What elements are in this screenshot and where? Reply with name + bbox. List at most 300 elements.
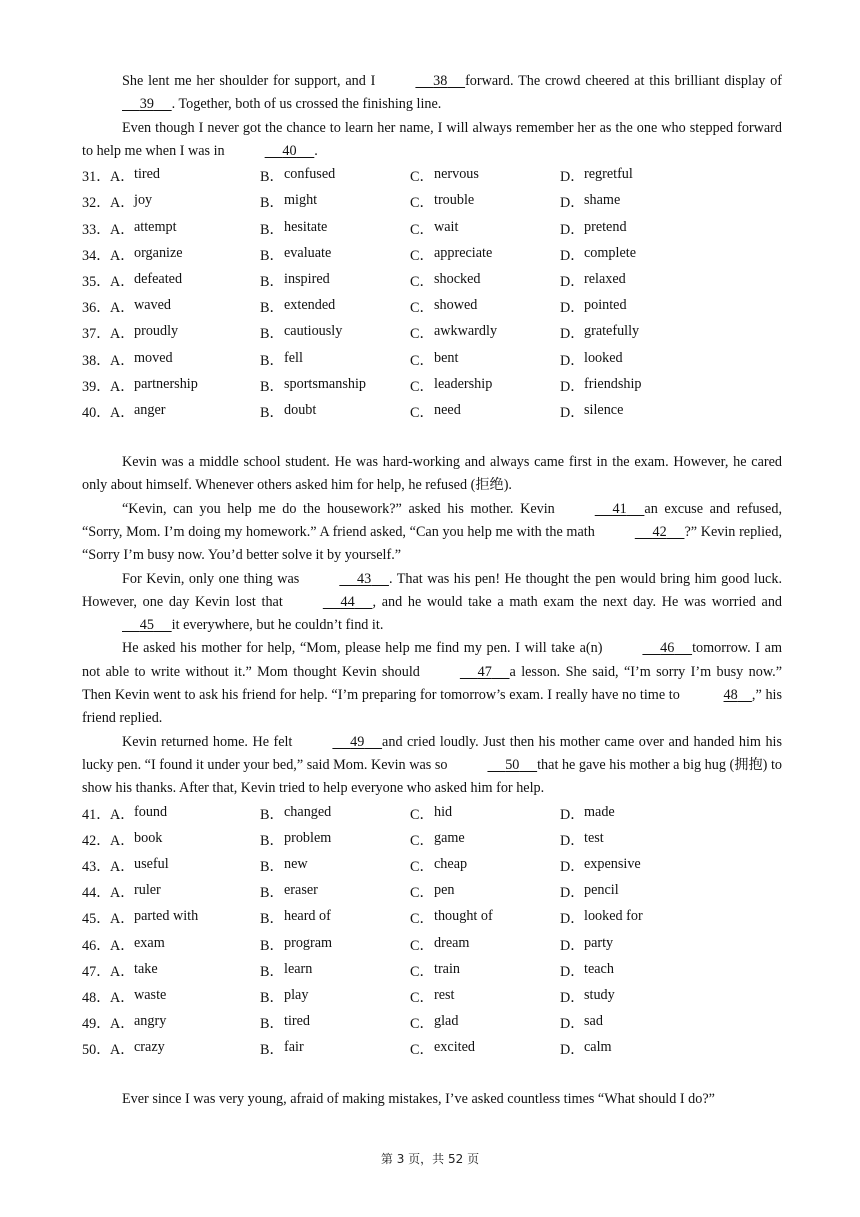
option-a <box>110 961 260 981</box>
option-text: looked <box>584 349 623 366</box>
question-number: 39． <box>82 378 111 395</box>
option-letter: B． <box>260 858 284 875</box>
question-row <box>82 827 782 853</box>
option-letter: B． <box>260 1042 284 1059</box>
option-d <box>560 166 710 186</box>
option-letter: C． <box>410 911 434 928</box>
option-letter: D． <box>560 247 585 264</box>
question-row <box>82 1010 782 1036</box>
option-d <box>560 935 710 955</box>
text: She lent me her shoulder for support, and I <box>122 73 376 89</box>
option-letter: C． <box>410 1042 434 1059</box>
option-text: pencil <box>584 882 619 899</box>
option-letter: D． <box>560 195 585 212</box>
option-a <box>110 323 260 343</box>
option-letter: D． <box>560 1016 585 1033</box>
question-row <box>82 1036 782 1062</box>
question-number: 40． <box>82 404 111 421</box>
option-c <box>410 297 560 317</box>
option-b <box>260 245 410 265</box>
option-letter: C． <box>410 806 434 823</box>
question-number: 46． <box>82 937 111 954</box>
option-a <box>110 935 260 955</box>
option-letter: A． <box>110 989 135 1006</box>
blank-50: 50 <box>505 756 520 773</box>
option-text: doubt <box>284 401 317 418</box>
option-text: changed <box>284 803 332 820</box>
option-d <box>560 856 710 876</box>
option-text: hid <box>434 803 453 820</box>
option-text: cheap <box>434 855 468 872</box>
option-d <box>560 271 710 291</box>
option-text: thought of <box>434 908 493 925</box>
option-letter: D． <box>560 221 585 238</box>
option-letter: B． <box>260 806 284 823</box>
option-text: need <box>434 401 461 418</box>
question-number: 33． <box>82 221 111 238</box>
option-b <box>260 192 410 212</box>
question-number: 37． <box>82 326 111 343</box>
question-number: 36． <box>82 300 111 317</box>
question-row <box>82 163 782 189</box>
option-letter: B． <box>260 352 284 369</box>
option-d <box>560 323 710 343</box>
option-letter: A． <box>110 1016 135 1033</box>
option-text: trouble <box>434 192 475 209</box>
option-text: sportsmanship <box>284 375 366 392</box>
option-letter: C． <box>410 326 434 343</box>
option-text: tired <box>134 166 160 183</box>
option-letter: C． <box>410 274 434 291</box>
option-text: waved <box>134 297 172 314</box>
option-letter: D． <box>560 326 585 343</box>
text: . Together, both of us crossed the finishing line. <box>171 96 442 113</box>
option-letter: D． <box>560 832 585 849</box>
page-footer: 第 3 页，共 52 页 <box>380 1152 480 1166</box>
option-letter: A． <box>110 404 135 421</box>
option-letter: A． <box>110 274 135 291</box>
paragraph: “Kevin, can you help me do the housework?” asked his mother. Kevin 41 an excuse and refused, “Sorry, Mom. I’m doing my homework.” A friend asked, “Can you help me with the math 42 ?” Kevin replied, “Sorry I’m busy now. You’d better solve it by yourself.” <box>82 498 782 568</box>
option-text: might <box>284 192 318 209</box>
blank-46: 46 <box>660 640 675 657</box>
text: forward. The crowd cheered at this brilliant display of <box>465 73 782 89</box>
option-text: complete <box>584 244 636 261</box>
question-number: 35． <box>82 274 111 291</box>
text: Even though I never got the chance to learn her name, I will always remember her as the one who stepped forward to help me when I was in <box>82 119 782 159</box>
option-a <box>110 166 260 186</box>
option-letter: A． <box>110 937 135 954</box>
paragraph <box>82 70 782 117</box>
option-text: sad <box>584 1013 603 1030</box>
option-letter: A． <box>110 326 135 343</box>
option-letter: B． <box>260 195 284 212</box>
option-b <box>260 804 410 824</box>
question-row <box>82 189 782 215</box>
paragraph: For Kevin, only one thing was 43 . That was his pen! He thought the pen would bring him good luck. However, one day Kevin lost that 44 , and he would take a math exam the next day. He was worried and 45 it everywhere, but he couldn’t find it. <box>82 568 782 638</box>
option-letter: B． <box>260 326 284 343</box>
blank-40: 40 <box>282 142 297 159</box>
option-b <box>260 908 410 928</box>
blank-44: 44 <box>340 593 355 610</box>
paragraph: He asked his mother for help, “Mom, please help me find my pen. I will take a(n) 46 tomorrow. I am not able to write without it.” Mom thought Kevin should 47 a lesson. She said, “I’m sorry I’m busy now.” Then Kevin went to ask his friend for help. “I’m preparing for tomorrow’s exam. I really have no time to 48 ,” his friend replied. <box>82 637 782 730</box>
option-d <box>560 245 710 265</box>
option-letter: B． <box>260 832 284 849</box>
option-text: pretend <box>584 218 627 235</box>
option-d <box>560 192 710 212</box>
option-text: moved <box>134 349 173 366</box>
option-text: fair <box>284 1039 304 1056</box>
option-letter: D． <box>560 885 585 902</box>
option-d <box>560 961 710 981</box>
option-letter: B． <box>260 1016 284 1033</box>
option-letter: A． <box>110 806 135 823</box>
option-letter: B． <box>260 911 284 928</box>
option-text: test <box>584 829 604 846</box>
option-letter: A． <box>110 963 135 980</box>
question-row <box>82 853 782 879</box>
option-a <box>110 1013 260 1033</box>
option-text: proudly <box>134 323 179 340</box>
option-letter: C． <box>410 300 434 317</box>
option-letter: C． <box>410 989 434 1006</box>
option-text: shocked <box>434 271 481 288</box>
option-a <box>110 856 260 876</box>
option-letter: D． <box>560 274 585 291</box>
option-letter: C． <box>410 352 434 369</box>
option-text: rest <box>434 986 455 1003</box>
option-letter: C． <box>410 169 434 186</box>
option-b <box>260 376 410 396</box>
question-row <box>82 879 782 905</box>
option-c <box>410 192 560 212</box>
blank-39: 39 <box>139 96 154 113</box>
option-text: made <box>584 803 615 820</box>
question-row <box>82 984 782 1010</box>
option-letter: B． <box>260 404 284 421</box>
option-c <box>410 245 560 265</box>
option-text: friendship <box>584 375 642 392</box>
option-d <box>560 882 710 902</box>
option-c <box>410 219 560 239</box>
option-text: extended <box>284 297 336 314</box>
option-letter: D． <box>560 963 585 980</box>
option-a <box>110 219 260 239</box>
option-text: expensive <box>584 855 641 872</box>
question-row <box>82 905 782 931</box>
option-text: eraser <box>284 882 318 899</box>
blank-43: 43 <box>357 570 372 587</box>
question-row <box>82 373 782 399</box>
option-a <box>110 192 260 212</box>
paragraph <box>82 117 782 164</box>
option-letter: C． <box>410 404 434 421</box>
option-c <box>410 271 560 291</box>
option-letter: D． <box>560 169 585 186</box>
option-text: pointed <box>584 297 627 314</box>
paragraph: Ever since I was very young, afraid of making mistakes, I’ve asked countless times “What should I do?” <box>122 1091 715 1108</box>
option-text: silence <box>584 401 624 418</box>
option-letter: D． <box>560 989 585 1006</box>
option-letter: C． <box>410 885 434 902</box>
option-letter: C． <box>410 221 434 238</box>
question-row <box>82 801 782 827</box>
option-d <box>560 219 710 239</box>
question-number: 44． <box>82 885 111 902</box>
question-number: 43． <box>82 858 111 875</box>
option-b <box>260 856 410 876</box>
option-text: pen <box>434 882 455 899</box>
option-b <box>260 271 410 291</box>
option-d <box>560 376 710 396</box>
option-c <box>410 1013 560 1033</box>
option-letter: C． <box>410 195 434 212</box>
option-letter: A． <box>110 352 135 369</box>
option-text: attempt <box>134 218 177 235</box>
blank-49: 49 <box>350 733 365 750</box>
option-d <box>560 987 710 1007</box>
option-c <box>410 350 560 370</box>
option-text: play <box>284 986 309 1003</box>
option-text: learn <box>284 960 313 977</box>
option-d <box>560 402 710 422</box>
option-letter: A． <box>110 300 135 317</box>
option-letter: B． <box>260 885 284 902</box>
option-c <box>410 856 560 876</box>
option-text: dream <box>434 934 470 951</box>
option-letter: C． <box>410 858 434 875</box>
question-number: 32． <box>82 195 111 212</box>
option-letter: B． <box>260 378 284 395</box>
option-text: useful <box>134 855 169 872</box>
option-letter: A． <box>110 911 135 928</box>
option-a <box>110 987 260 1007</box>
option-text: anger <box>134 401 166 418</box>
option-text: looked for <box>584 908 643 925</box>
question-row <box>82 242 782 268</box>
option-letter: D． <box>560 1042 585 1059</box>
option-text: regretful <box>584 166 633 183</box>
option-text: nervous <box>434 166 479 183</box>
option-letter: D． <box>560 858 585 875</box>
blank-38: 38 <box>433 73 448 89</box>
option-d <box>560 1039 710 1059</box>
option-a <box>110 245 260 265</box>
option-letter: B． <box>260 963 284 980</box>
option-letter: D． <box>560 911 585 928</box>
option-d <box>560 1013 710 1033</box>
option-b <box>260 219 410 239</box>
question-number: 38． <box>82 352 111 369</box>
option-a <box>110 402 260 422</box>
option-b <box>260 402 410 422</box>
question-row <box>82 958 782 984</box>
question-number: 49． <box>82 1016 111 1033</box>
option-b <box>260 882 410 902</box>
option-text: evaluate <box>284 244 332 261</box>
option-text: awkwardly <box>434 323 498 340</box>
question-row <box>82 320 782 346</box>
option-c <box>410 804 560 824</box>
option-text: program <box>284 934 333 951</box>
option-text: cautiously <box>284 323 343 340</box>
option-letter: A． <box>110 885 135 902</box>
question-number: 31． <box>82 169 111 186</box>
option-c <box>410 1039 560 1059</box>
option-a <box>110 297 260 317</box>
option-b <box>260 1039 410 1059</box>
option-letter: C． <box>410 963 434 980</box>
option-text: bent <box>434 349 459 366</box>
option-b <box>260 166 410 186</box>
option-text: showed <box>434 297 478 314</box>
option-b <box>260 1013 410 1033</box>
question-row <box>82 268 782 294</box>
question-number: 42． <box>82 832 111 849</box>
option-b <box>260 987 410 1007</box>
option-letter: B． <box>260 221 284 238</box>
option-c <box>410 166 560 186</box>
option-a <box>110 908 260 928</box>
option-text: crazy <box>134 1039 165 1056</box>
option-text: train <box>434 960 460 977</box>
option-d <box>560 830 710 850</box>
option-b <box>260 323 410 343</box>
option-text: organize <box>134 244 183 261</box>
option-letter: C． <box>410 1016 434 1033</box>
option-letter: A． <box>110 221 135 238</box>
question-number: 45． <box>82 911 111 928</box>
option-c <box>410 402 560 422</box>
blank-41: 41 <box>612 500 627 517</box>
option-d <box>560 350 710 370</box>
option-text: exam <box>134 934 165 951</box>
option-text: heard of <box>284 908 331 925</box>
option-letter: D． <box>560 300 585 317</box>
option-letter: D． <box>560 937 585 954</box>
text: . <box>314 142 318 159</box>
option-letter: A． <box>110 169 135 186</box>
option-text: shame <box>584 192 621 209</box>
option-text: game <box>434 829 465 846</box>
option-a <box>110 1039 260 1059</box>
option-text: fell <box>284 349 303 366</box>
option-letter: C． <box>410 937 434 954</box>
option-text: found <box>134 803 168 820</box>
option-c <box>410 376 560 396</box>
question-number: 48． <box>82 989 111 1006</box>
blank-42: 42 <box>652 523 667 540</box>
option-text: wait <box>434 218 459 235</box>
option-text: angry <box>134 1013 167 1030</box>
option-letter: A． <box>110 858 135 875</box>
option-text: confused <box>284 166 336 183</box>
option-a <box>110 804 260 824</box>
option-text: calm <box>584 1039 612 1056</box>
option-text: partnership <box>134 375 198 392</box>
option-text: book <box>134 829 163 846</box>
option-letter: A． <box>110 378 135 395</box>
option-letter: A． <box>110 247 135 264</box>
question-number: 41． <box>82 806 111 823</box>
paragraph: Kevin returned home. He felt 49 and cried loudly. Just then his mother came over and handed him his lucky pen. “I found it under your bed,” said Mom. Kevin was so 50 that he gave his mother a big hug (拥抱) to show his thanks. After that, Kevin tried to help everyone who asked him for help. <box>82 731 782 801</box>
option-text: party <box>584 934 614 951</box>
option-text: inspired <box>284 271 330 288</box>
option-text: gratefully <box>584 323 640 340</box>
question-number: 34． <box>82 247 111 264</box>
option-letter: A． <box>110 832 135 849</box>
option-d <box>560 804 710 824</box>
option-letter: B． <box>260 169 284 186</box>
option-c <box>410 961 560 981</box>
option-letter: A． <box>110 195 135 212</box>
option-c <box>410 323 560 343</box>
options-31-40 <box>82 163 782 425</box>
document-page <box>82 70 782 1112</box>
option-d <box>560 908 710 928</box>
option-c <box>410 935 560 955</box>
option-letter: D． <box>560 378 585 395</box>
option-text: defeated <box>134 271 183 288</box>
option-letter: C． <box>410 832 434 849</box>
option-text: ruler <box>134 882 161 899</box>
question-number: 47． <box>82 963 111 980</box>
question-row <box>82 347 782 373</box>
blank-45: 45 <box>139 617 154 634</box>
option-letter: B． <box>260 937 284 954</box>
paragraph: Kevin was a middle school student. He was hard-working and always came first in the exam. However, he cared only about himself. Whenever others asked him for help, he refused (拒绝). <box>82 454 782 494</box>
option-letter: D． <box>560 806 585 823</box>
option-letter: D． <box>560 352 585 369</box>
option-a <box>110 376 260 396</box>
option-letter: A． <box>110 1042 135 1059</box>
option-letter: B． <box>260 247 284 264</box>
option-b <box>260 350 410 370</box>
question-row <box>82 399 782 425</box>
option-text: relaxed <box>584 271 626 288</box>
option-text: hesitate <box>284 218 328 235</box>
question-number: 50． <box>82 1042 111 1059</box>
question-row <box>82 294 782 320</box>
blank-47: 47 <box>477 663 492 680</box>
option-a <box>110 882 260 902</box>
option-d <box>560 297 710 317</box>
option-text: parted with <box>134 908 199 925</box>
option-text: study <box>584 986 615 1003</box>
option-c <box>410 830 560 850</box>
option-text: new <box>284 855 308 872</box>
option-text: take <box>134 960 158 977</box>
question-row <box>82 931 782 957</box>
option-a <box>110 271 260 291</box>
option-letter: B． <box>260 989 284 1006</box>
option-text: glad <box>434 1013 459 1030</box>
option-b <box>260 961 410 981</box>
option-text: teach <box>584 960 614 977</box>
option-letter: C． <box>410 247 434 264</box>
option-letter: C． <box>410 378 434 395</box>
option-b <box>260 297 410 317</box>
option-b <box>260 935 410 955</box>
option-letter: B． <box>260 274 284 291</box>
option-a <box>110 830 260 850</box>
option-c <box>410 908 560 928</box>
option-text: tired <box>284 1013 310 1030</box>
blank-48: 48 <box>723 687 738 704</box>
option-text: waste <box>134 986 167 1003</box>
option-c <box>410 987 560 1007</box>
option-text: excited <box>434 1039 475 1056</box>
option-b <box>260 830 410 850</box>
